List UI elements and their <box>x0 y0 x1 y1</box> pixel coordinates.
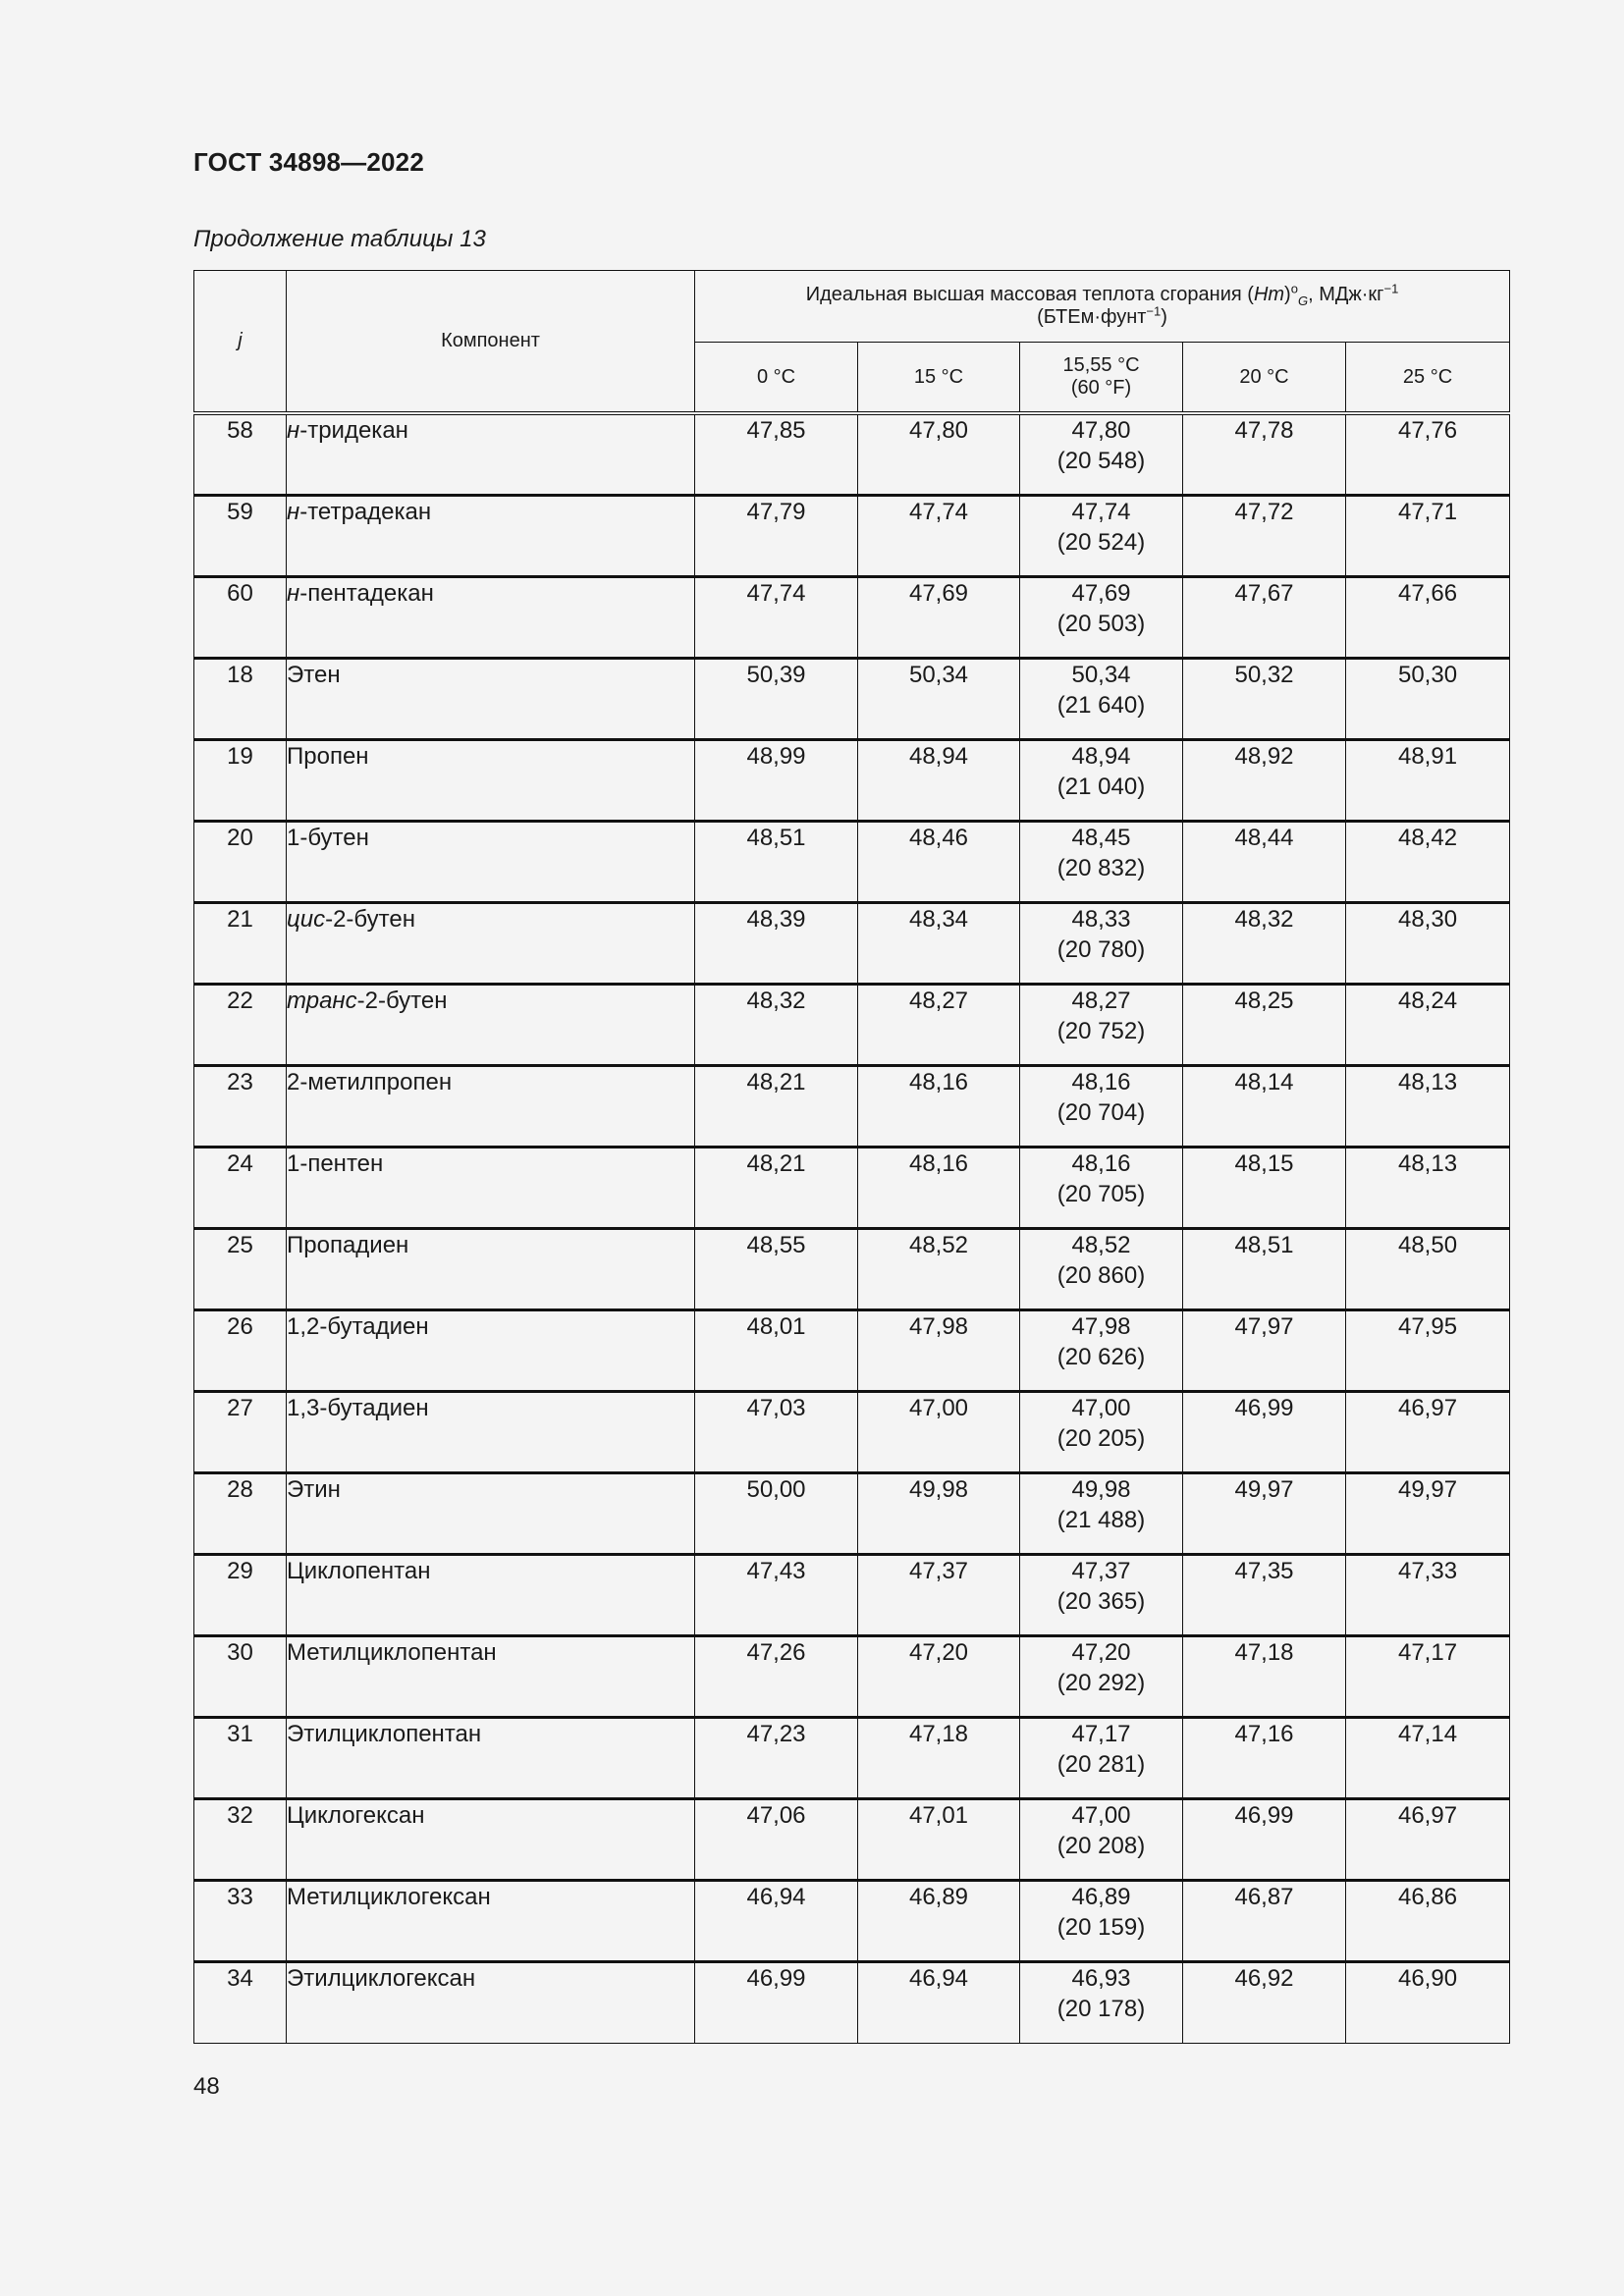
component-name <box>287 1961 695 2043</box>
value-20c: 49,97 <box>1183 1472 1346 1554</box>
table-row <box>194 821 1510 902</box>
component-base: Этилциклопентан <box>287 1720 482 1747</box>
row-index: 29 <box>194 1554 287 1635</box>
value-btu: (20 704) <box>1056 1098 1146 1126</box>
table-row <box>194 1717 1510 1798</box>
component-base: 1-бутен <box>287 824 369 851</box>
component-base: 1,2-бутадиен <box>287 1312 429 1340</box>
table-row <box>194 1147 1510 1228</box>
row-index: 32 <box>194 1798 287 1880</box>
value-15-55c: 47,69 (20 503) <box>1020 576 1183 658</box>
component-base: Пропен <box>287 742 369 770</box>
value-25c: 47,33 <box>1346 1554 1510 1635</box>
value-25c: 46,97 <box>1346 1391 1510 1472</box>
component-base: Метилциклопентан <box>287 1638 497 1666</box>
value-20c: 48,15 <box>1183 1147 1346 1228</box>
component-name <box>287 1472 695 1554</box>
component-base: -тридекан <box>299 417 408 444</box>
value-25c: 48,91 <box>1346 739 1510 821</box>
value-btu: (20 205) <box>1056 1424 1146 1452</box>
header-temp-25: 25 °С <box>1346 343 1510 414</box>
value-20c: 46,87 <box>1183 1880 1346 1961</box>
component-name <box>287 1635 695 1717</box>
value-25c: 46,97 <box>1346 1798 1510 1880</box>
component-base: -пентадекан <box>299 579 434 607</box>
value-0c: 48,39 <box>695 902 858 984</box>
value-25c: 47,17 <box>1346 1635 1510 1717</box>
component-name <box>287 1717 695 1798</box>
component-name <box>287 821 695 902</box>
document-code: ГОСТ 34898—2022 <box>193 147 424 177</box>
value-15c: 47,01 <box>858 1798 1020 1880</box>
value-15c: 47,98 <box>858 1309 1020 1391</box>
value-25c: 48,24 <box>1346 984 1510 1065</box>
value-20c: 48,44 <box>1183 821 1346 902</box>
value-0c: 46,99 <box>695 1961 858 2043</box>
value-btu: (20 524) <box>1056 528 1146 556</box>
value-btu: (20 832) <box>1056 854 1146 881</box>
component-prefix: н <box>287 579 300 607</box>
component-prefix: н <box>287 498 300 525</box>
value-20c: 48,14 <box>1183 1065 1346 1147</box>
component-base: Циклогексан <box>287 1801 425 1829</box>
value-0c: 47,79 <box>695 495 858 576</box>
value-15c: 50,34 <box>858 658 1020 739</box>
value-15-55c: 48,94 (21 040) <box>1020 739 1183 821</box>
value-0c: 47,74 <box>695 576 858 658</box>
value-0c: 48,99 <box>695 739 858 821</box>
component-base: -2-бутен <box>356 987 448 1014</box>
value-25c: 47,95 <box>1346 1309 1510 1391</box>
row-index: 27 <box>194 1391 287 1472</box>
value-15-55c: 47,74 (20 524) <box>1020 495 1183 576</box>
component-base: Циклопентан <box>287 1557 431 1584</box>
header-group-title: Идеальная высшая массовая теплота сгорания $(Hm)^o_G$, $МДж\cdot кг^{-1}$ (БТЕм·фунт$^{-1}$) <box>695 271 1510 343</box>
value-15-55c: 50,34 (21 640) <box>1020 658 1183 739</box>
value-15c: 48,27 <box>858 984 1020 1065</box>
component-name <box>287 413 695 495</box>
component-name <box>287 984 695 1065</box>
value-15-55c: 47,80 (20 548) <box>1020 413 1183 495</box>
value-15-55c: 47,98 (20 626) <box>1020 1309 1183 1391</box>
value-btu: (20 365) <box>1056 1587 1146 1615</box>
value-0c: 50,39 <box>695 658 858 739</box>
component-name <box>287 658 695 739</box>
value-btu: (20 752) <box>1056 1017 1146 1044</box>
value-20c: 47,35 <box>1183 1554 1346 1635</box>
row-index: 59 <box>194 495 287 576</box>
value-20c: 47,97 <box>1183 1309 1346 1391</box>
table-row <box>194 1554 1510 1635</box>
component-base: Метилциклогексан <box>287 1883 491 1910</box>
component-prefix: цис <box>287 905 326 933</box>
value-15-55c: 48,16 (20 705) <box>1020 1147 1183 1228</box>
value-20c: 47,72 <box>1183 495 1346 576</box>
value-0c: 48,55 <box>695 1228 858 1309</box>
value-btu: (20 780) <box>1056 935 1146 963</box>
table-row <box>194 1798 1510 1880</box>
value-20c: 48,51 <box>1183 1228 1346 1309</box>
value-0c: 47,26 <box>695 1635 858 1717</box>
value-15-55c: 48,45 (20 832) <box>1020 821 1183 902</box>
component-base: 2-метилпропен <box>287 1068 453 1095</box>
table-row <box>194 1309 1510 1391</box>
row-index: 31 <box>194 1717 287 1798</box>
table-row <box>194 576 1510 658</box>
value-20c: 47,67 <box>1183 576 1346 658</box>
value-15c: 48,16 <box>858 1065 1020 1147</box>
component-name <box>287 739 695 821</box>
value-btu: (20 705) <box>1056 1180 1146 1207</box>
table-row <box>194 413 1510 495</box>
value-25c: 47,14 <box>1346 1717 1510 1798</box>
value-0c: 46,94 <box>695 1880 858 1961</box>
component-name <box>287 1880 695 1961</box>
table-row <box>194 1635 1510 1717</box>
value-25c: 48,50 <box>1346 1228 1510 1309</box>
value-0c: 47,23 <box>695 1717 858 1798</box>
value-15c: 48,94 <box>858 739 1020 821</box>
value-0c: 48,21 <box>695 1065 858 1147</box>
header-temp-15: 15 °С <box>858 343 1020 414</box>
value-15-55c: 47,37 (20 365) <box>1020 1554 1183 1635</box>
table-row <box>194 658 1510 739</box>
value-btu: (20 208) <box>1056 1832 1146 1859</box>
value-25c: 49,97 <box>1346 1472 1510 1554</box>
value-15c: 47,20 <box>858 1635 1020 1717</box>
value-btu: (20 281) <box>1056 1750 1146 1778</box>
value-15-55c: 47,20 (20 292) <box>1020 1635 1183 1717</box>
value-0c: 47,85 <box>695 413 858 495</box>
component-name <box>287 1309 695 1391</box>
value-20c: 47,16 <box>1183 1717 1346 1798</box>
value-20c: 48,25 <box>1183 984 1346 1065</box>
row-index: 28 <box>194 1472 287 1554</box>
value-15-55c: 48,52 (20 860) <box>1020 1228 1183 1309</box>
value-15c: 47,69 <box>858 576 1020 658</box>
value-15c: 47,80 <box>858 413 1020 495</box>
value-25c: 46,90 <box>1346 1961 1510 2043</box>
value-25c: 48,13 <box>1346 1147 1510 1228</box>
component-base: Пропадиен <box>287 1231 409 1258</box>
value-0c: 47,43 <box>695 1554 858 1635</box>
page-number: 48 <box>193 2073 220 2100</box>
row-index: 19 <box>194 739 287 821</box>
component-name <box>287 495 695 576</box>
value-25c: 47,66 <box>1346 576 1510 658</box>
value-15c: 49,98 <box>858 1472 1020 1554</box>
row-index: 33 <box>194 1880 287 1961</box>
table-row <box>194 739 1510 821</box>
value-20c: 50,32 <box>1183 658 1346 739</box>
value-btu: (20 860) <box>1056 1261 1146 1289</box>
component-base: 1,3-бутадиен <box>287 1394 429 1421</box>
row-index: 24 <box>194 1147 287 1228</box>
row-index: 23 <box>194 1065 287 1147</box>
table-row <box>194 1961 1510 2043</box>
value-15-55c: 49,98 (21 488) <box>1020 1472 1183 1554</box>
value-btu: (20 159) <box>1056 1913 1146 1941</box>
value-20c: 47,78 <box>1183 413 1346 495</box>
component-base: -2-бутен <box>325 905 415 933</box>
value-0c: 50,00 <box>695 1472 858 1554</box>
value-0c: 48,01 <box>695 1309 858 1391</box>
table-row <box>194 1228 1510 1309</box>
component-base: Этен <box>287 661 341 688</box>
table-row <box>194 1880 1510 1961</box>
value-20c: 47,18 <box>1183 1635 1346 1717</box>
value-15-55c: 47,00 (20 205) <box>1020 1391 1183 1472</box>
value-20c: 48,32 <box>1183 902 1346 984</box>
row-index: 34 <box>194 1961 287 2043</box>
value-15-55c: 46,89 (20 159) <box>1020 1880 1183 1961</box>
table-continuation-caption: Продолжение таблицы 13 <box>193 226 486 252</box>
value-20c: 46,92 <box>1183 1961 1346 2043</box>
value-25c: 48,13 <box>1346 1065 1510 1147</box>
row-index: 60 <box>194 576 287 658</box>
value-15-55c: 47,17 (20 281) <box>1020 1717 1183 1798</box>
component-name <box>287 1798 695 1880</box>
table-row <box>194 984 1510 1065</box>
component-name <box>287 902 695 984</box>
value-0c: 48,51 <box>695 821 858 902</box>
value-btu: (21 040) <box>1056 773 1146 800</box>
value-20c: 46,99 <box>1183 1798 1346 1880</box>
component-name <box>287 1228 695 1309</box>
row-index: 58 <box>194 413 287 495</box>
header-j: j <box>194 271 287 414</box>
value-15c: 48,52 <box>858 1228 1020 1309</box>
component-name <box>287 1391 695 1472</box>
value-0c: 48,21 <box>695 1147 858 1228</box>
table-row <box>194 1065 1510 1147</box>
row-index: 20 <box>194 821 287 902</box>
component-base: Этин <box>287 1475 341 1503</box>
value-25c: 48,30 <box>1346 902 1510 984</box>
value-15c: 48,16 <box>858 1147 1020 1228</box>
row-index: 30 <box>194 1635 287 1717</box>
value-15-55c: 48,16 (20 704) <box>1020 1065 1183 1147</box>
row-index: 22 <box>194 984 287 1065</box>
component-name <box>287 576 695 658</box>
heat-of-combustion-table <box>193 270 1510 2044</box>
row-index: 18 <box>194 658 287 739</box>
value-25c: 46,86 <box>1346 1880 1510 1961</box>
value-20c: 48,92 <box>1183 739 1346 821</box>
value-15c: 48,46 <box>858 821 1020 902</box>
component-prefix: н <box>287 417 300 444</box>
component-name <box>287 1065 695 1147</box>
row-index: 25 <box>194 1228 287 1309</box>
value-15-55c: 46,93 (20 178) <box>1020 1961 1183 2043</box>
header-component: Компонент <box>287 271 695 414</box>
component-base: Этилциклогексан <box>287 1964 476 1992</box>
value-15-55c: 48,27 (20 752) <box>1020 984 1183 1065</box>
value-25c: 50,30 <box>1346 658 1510 739</box>
value-15c: 47,00 <box>858 1391 1020 1472</box>
value-25c: 48,42 <box>1346 821 1510 902</box>
component-base: -тетрадекан <box>299 498 432 525</box>
table-row <box>194 902 1510 984</box>
value-15c: 47,74 <box>858 495 1020 576</box>
value-20c: 46,99 <box>1183 1391 1346 1472</box>
value-0c: 47,06 <box>695 1798 858 1880</box>
header-temp-15-55: 15,55 °С (60 °F) <box>1020 343 1183 414</box>
component-base: 1-пентен <box>287 1149 384 1177</box>
value-btu: (21 488) <box>1056 1506 1146 1533</box>
row-index: 26 <box>194 1309 287 1391</box>
table-row <box>194 1472 1510 1554</box>
value-0c: 47,03 <box>695 1391 858 1472</box>
header-temp-0: 0 °С <box>695 343 858 414</box>
value-25c: 47,76 <box>1346 413 1510 495</box>
value-btu: (20 503) <box>1056 610 1146 637</box>
value-25c: 47,71 <box>1346 495 1510 576</box>
value-15c: 48,34 <box>858 902 1020 984</box>
value-15-55c: 48,33 (20 780) <box>1020 902 1183 984</box>
table-row <box>194 1391 1510 1472</box>
value-0c: 48,32 <box>695 984 858 1065</box>
row-index: 21 <box>194 902 287 984</box>
value-btu: (21 640) <box>1056 691 1146 719</box>
value-15c: 46,89 <box>858 1880 1020 1961</box>
component-name <box>287 1554 695 1635</box>
component-name <box>287 1147 695 1228</box>
table-row <box>194 495 1510 576</box>
value-btu: (20 292) <box>1056 1669 1146 1696</box>
value-15c: 47,18 <box>858 1717 1020 1798</box>
component-prefix: транс <box>287 987 357 1014</box>
value-btu: (20 548) <box>1056 448 1146 474</box>
value-btu: (20 178) <box>1056 1995 1146 2022</box>
value-15c: 46,94 <box>858 1961 1020 2043</box>
value-btu: (20 626) <box>1056 1343 1146 1370</box>
value-15-55c: 47,00 (20 208) <box>1020 1798 1183 1880</box>
header-temp-20: 20 °С <box>1183 343 1346 414</box>
value-15c: 47,37 <box>858 1554 1020 1635</box>
